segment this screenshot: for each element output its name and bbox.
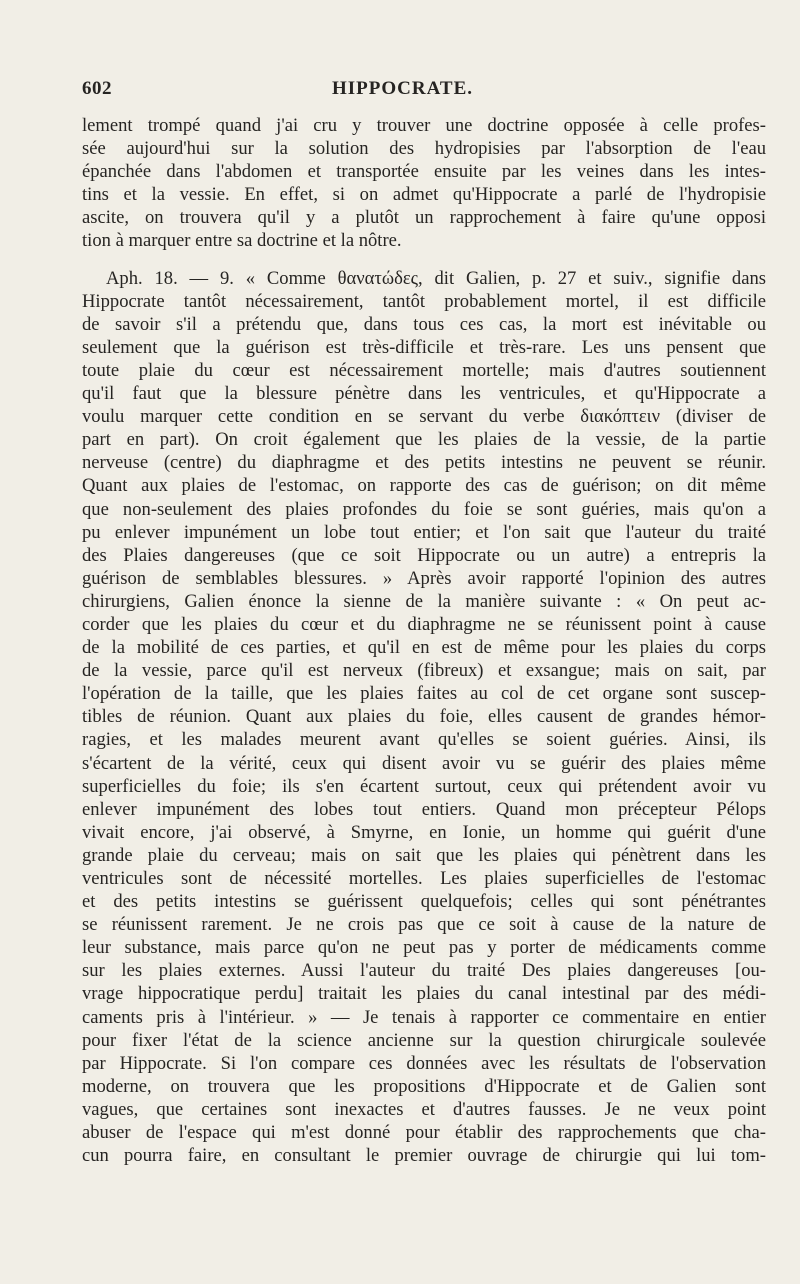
text-line: tion à marquer entre sa doctrine et la nôtre. [82,230,402,252]
text-line: cun pourra faire, en consultant le premier ouvrage de chirurgie qui lui tom- [82,1145,766,1167]
paragraph [82,267,766,1168]
text-line: seulement que la guérison est très-difficile et très-rare. Les uns pensent que [82,336,766,358]
text-line: grande plaie du cerveau; mais on sait que les plaies qui pénètrent dans les [82,844,766,866]
text-line: leur substance, mais parce qu'on ne peut pas y porter de médicaments comme [82,937,766,959]
text-line: guérison de semblables blessures. » Après avoir rapporté l'opinion des autres [82,567,766,589]
text-line: de savoir s'il a prétendu que, dans tous ces cas, la mort est inévitable ou [82,313,766,335]
text-line: enlever impunément des lobes tout entiers. Quand mon précepteur Pélops [82,798,766,820]
text-line: part en part). On croit également que les plaies de la vessie, de la partie [82,429,766,451]
page-header [82,78,766,114]
text-line: s'écartent de la vérité, ceux qui disent avoir vu se guérir des plaies même [82,752,766,774]
text-line: lement trompé quand j'ai cru y trouver une doctrine opposée à celle profes- [82,115,766,136]
text-line: de la mobilité de ces parties, et qu'il en est de même pour les plaies du corps [82,637,766,659]
text-line: nerveuse (centre) du diaphragme et des petits intestins ne peuvent se réunir. [82,452,766,474]
text-line: de la vessie, parce qu'il est nerveux (fibreux) et exsangue; mais on sait, par [82,660,766,682]
text-line: qu'il faut que la blessure pénètre dans les ventricules, et qu'Hippocrate a [82,383,766,405]
text-line: épanchée dans l'abdomen et transportée ensuite par les veines dans les intes- [82,161,766,183]
text-line: Hippocrate tantôt nécessairement, tantôt probablement mortel, il est difficile [82,290,766,312]
text-line: sée aujourd'hui sur la solution des hydropisies par l'absorption de l'eau [82,138,766,160]
text-line: ascite, on trouvera qu'il y a plutôt un rapprochement à faire qu'une opposi [82,207,766,229]
text-line: corder que les plaies du cœur et du diaphragme ne se réunissent point à cause [82,613,766,635]
text-line: voulu marquer cette condition en se servant du verbe διακόπτειν (diviser de [82,406,766,428]
text-line: pu enlever impunément un lobe tout entier; et l'on sait que l'auteur du traité [82,521,766,543]
text-line: vivait encore, j'ai observé, à Smyrne, en Ionie, un homme qui guérit d'une [82,821,766,843]
text-line: pour fixer l'état de la science ancienne sur la question chirurgicale soulevée [82,1029,766,1051]
text-line: moderne, on trouvera que les propositions d'Hippocrate et de Galien sont [82,1075,766,1097]
text-line: ragies, et les malades meurent avant qu'elles se soient guéries. Ainsi, ils [82,729,766,751]
body-text [82,114,766,1167]
text-line: Quant aux plaies de l'estomac, on rapporte des cas de guérison; on dit même [82,475,766,497]
text-line: chirurgiens, Galien énonce la sienne de la manière suivante : « On peut ac- [82,590,766,612]
text-line: toute plaie du cœur est nécessairement mortelle; mais d'autres soutiennent [82,359,766,381]
page-number: 602 [82,78,112,99]
text-line: des Plaies dangereuses (que ce soit Hippocrate ou un autre) a entrepris la [82,544,766,566]
text-line: sur les plaies externes. Aussi l'auteur du traité Des plaies dangereuses [ou- [82,960,766,982]
text-line: superficielles du foie; ils s'en écartent surtout, ceux qui prétendent avoir vu [82,775,766,797]
text-line: vrage hippocratique perdu] traitait les plaies du canal intestinal par des médi- [82,983,766,1005]
text-line: Aph. 18. — 9. « Comme θανατώδες, dit Galien, p. 27 et suiv., signifie dans [106,267,766,289]
text-line: tins et la vessie. En effet, si on admet qu'Hippocrate a parlé de l'hydropisie [82,184,766,206]
text-line: tibles de réunion. Quant aux plaies du foie, elles causent de grandes hémor- [82,706,766,728]
text-line: vagues, que certaines sont inexactes et d'autres fausses. Je ne veux point [82,1098,766,1120]
text-line: se réunissent rarement. Je ne crois pas que ce soit à cause de la nature de [82,914,766,936]
text-line: que non-seulement des plaies profondes du foie se sont guéries, mais qu'on a [82,498,766,520]
text-line: et des petits intestins se guérissent quelquefois; celles qui sont pénétrantes [82,891,766,913]
text-line: l'opération de la taille, que les plaies faites au col de cet organe sont suscep- [82,683,766,705]
running-title: HIPPOCRATE. [332,78,474,99]
text-line: ventricules sont de nécessité mortelles. Les plaies superficielles de l'estomac [82,868,766,889]
text-line: abuser de l'espace qui m'est donné pour établir des rapprochements que cha- [82,1122,766,1144]
text-line: caments pris à l'intérieur. » — Je tenais à rapporter ce commentaire en entier [82,1006,766,1028]
text-line: par Hippocrate. Si l'on compare ces données avec les résultats de l'observation [82,1052,766,1074]
paragraph [82,114,766,253]
